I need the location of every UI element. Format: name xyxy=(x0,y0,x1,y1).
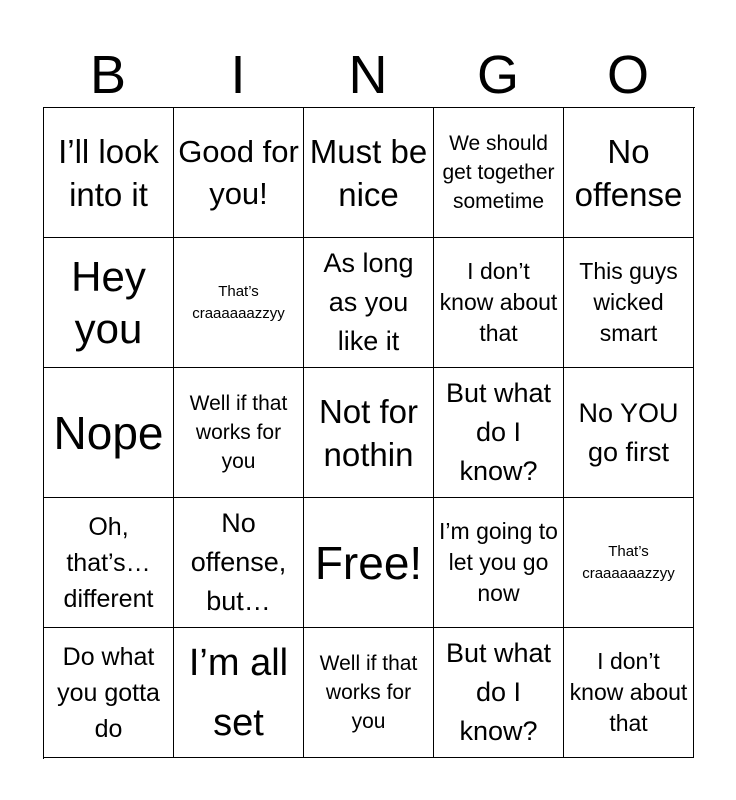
cell-text: I don’t know about that xyxy=(439,258,558,346)
cell-text: Nope xyxy=(53,406,164,459)
cell-text: Oh, that’s… different xyxy=(63,512,154,613)
bingo-cell[interactable] xyxy=(434,238,564,368)
cell-text: But what do I know? xyxy=(445,638,552,746)
bingo-cell[interactable] xyxy=(44,368,174,498)
header-letter-b: B xyxy=(89,45,127,105)
cell-text: No YOU go first xyxy=(578,397,679,467)
cell-text: No offense xyxy=(574,132,683,213)
bingo-cell[interactable] xyxy=(174,368,304,498)
cell-text: I’ll look into it xyxy=(58,132,159,213)
cell-text: Do what you gotta do xyxy=(57,642,160,743)
bingo-cell[interactable] xyxy=(44,238,174,368)
bingo-cell[interactable] xyxy=(564,368,694,498)
bingo-cell[interactable] xyxy=(304,628,434,758)
header-letter-i: I xyxy=(230,45,246,105)
bingo-cell[interactable] xyxy=(44,108,174,238)
header-letter-n: N xyxy=(348,45,388,105)
bingo-cell[interactable] xyxy=(174,108,304,238)
header-letter-o: O xyxy=(606,45,649,105)
bingo-cell[interactable] xyxy=(564,498,694,628)
cell-text: No offense, but… xyxy=(190,508,287,616)
bingo-cell[interactable] xyxy=(434,108,564,238)
cell-text: I’m going to let you go now xyxy=(439,518,558,606)
bingo-cell[interactable] xyxy=(304,108,434,238)
bingo-cell[interactable] xyxy=(434,498,564,628)
cell-text: Free! xyxy=(314,536,423,589)
bingo-cell[interactable] xyxy=(304,498,434,628)
cell-text: This guys wicked smart xyxy=(579,258,678,346)
cell-text: We should get together sometime xyxy=(442,132,555,213)
cell-text: Well if that works for you xyxy=(189,392,288,473)
cell-text: I don’t know about that xyxy=(569,648,688,736)
cell-text: Good for you! xyxy=(178,133,299,211)
cell-text: I’m all set xyxy=(188,641,289,744)
bingo-cell[interactable] xyxy=(304,238,434,368)
bingo-cell[interactable] xyxy=(564,628,694,758)
bingo-cell[interactable] xyxy=(564,238,694,368)
cell-text: Hey you xyxy=(71,252,146,352)
bingo-cell[interactable] xyxy=(564,108,694,238)
bingo-cell[interactable] xyxy=(434,368,564,498)
cell-text: Not for nothin xyxy=(318,392,419,473)
bingo-cell[interactable] xyxy=(174,628,304,758)
bingo-grid xyxy=(43,107,695,759)
bingo-cell[interactable] xyxy=(174,238,304,368)
bingo-header xyxy=(43,44,693,106)
cell-text: As long as you like it xyxy=(323,248,414,356)
cell-text: That’s craaaaaazzyy xyxy=(192,282,285,322)
bingo-cell[interactable] xyxy=(44,628,174,758)
cell-text: Well if that works for you xyxy=(319,652,418,733)
header-letter-g: G xyxy=(476,45,519,105)
bingo-cell[interactable] xyxy=(174,498,304,628)
cell-text: Must be nice xyxy=(309,132,428,213)
cell-text: That’s craaaaaazzyy xyxy=(582,542,675,582)
bingo-cell[interactable] xyxy=(44,498,174,628)
bingo-cell[interactable] xyxy=(304,368,434,498)
cell-text: But what do I know? xyxy=(445,378,552,486)
bingo-cell[interactable] xyxy=(434,628,564,758)
